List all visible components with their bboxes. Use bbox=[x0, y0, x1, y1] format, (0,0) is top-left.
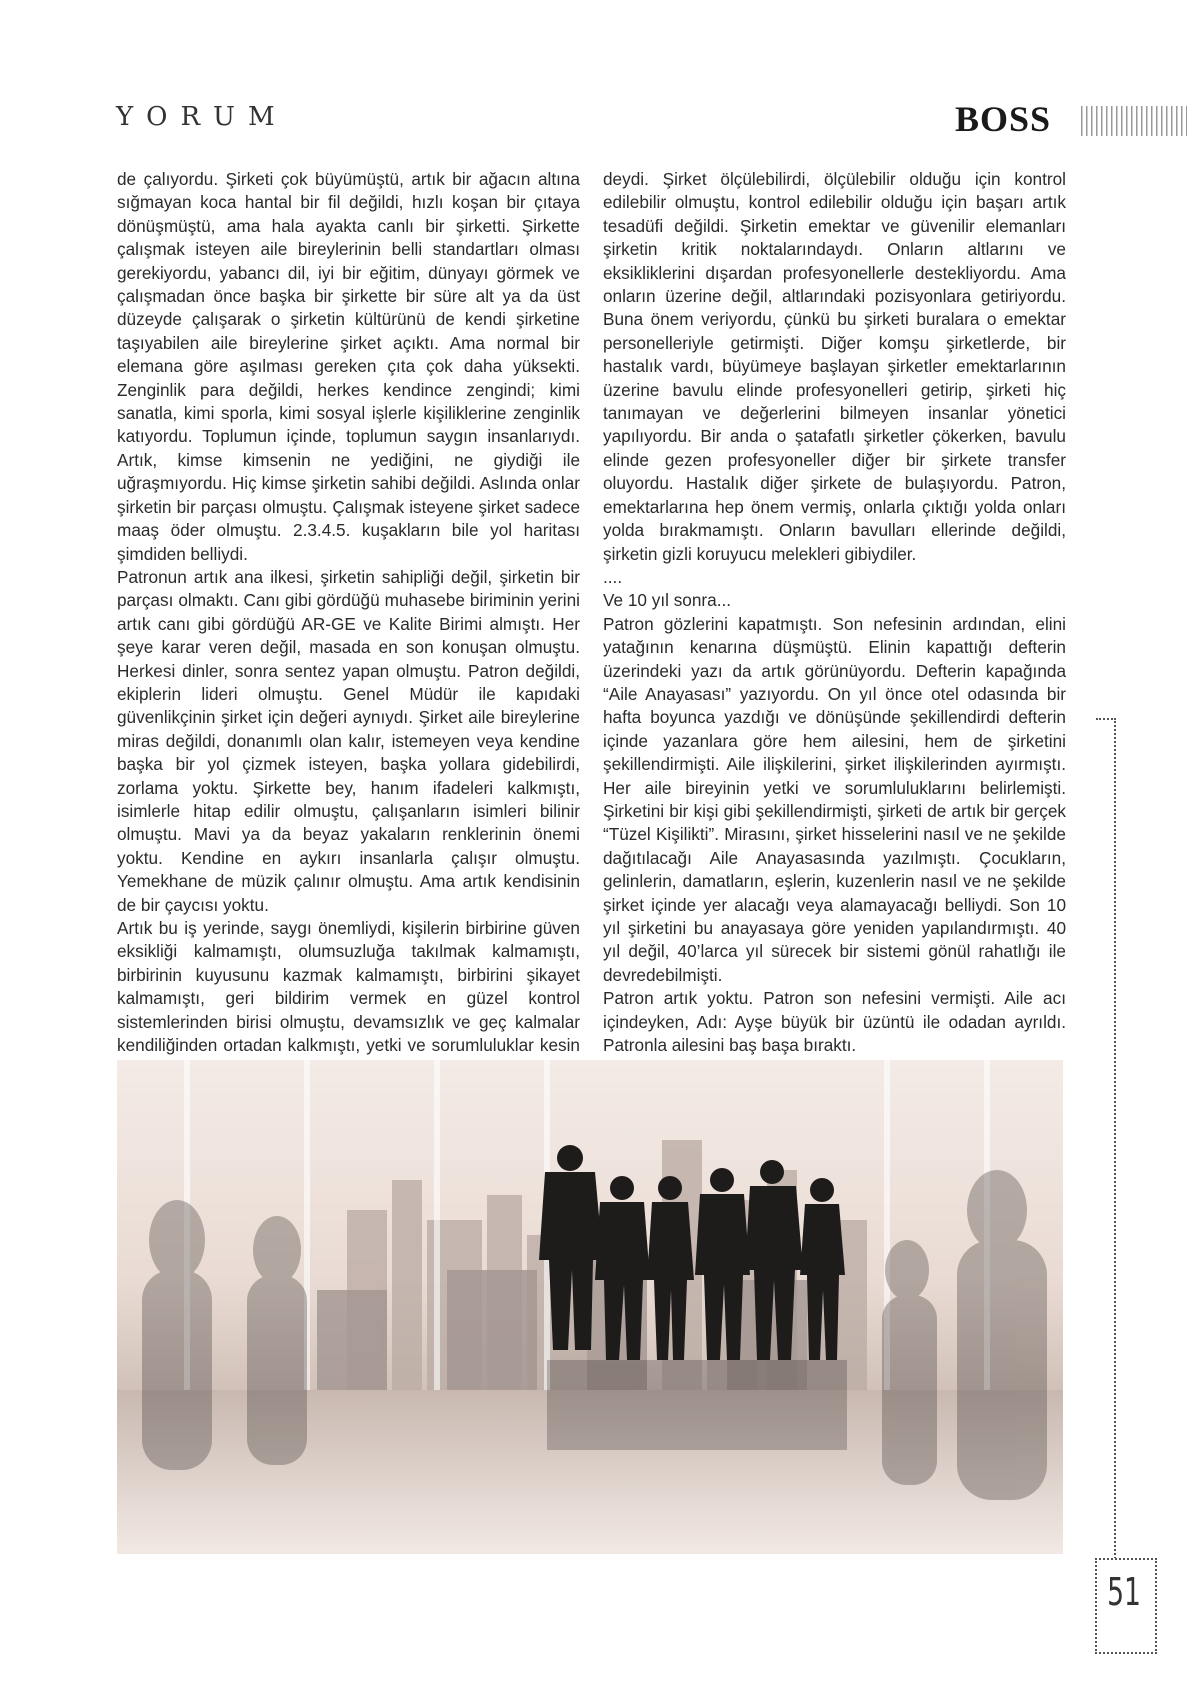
left-column bbox=[117, 168, 580, 1104]
paragraph: Patron artık yoktu. Patron son nefesini vermişti. Aile acı içindeyken, Adı: Ayşe büyük bir üzüntü ile odadan ayrıldı. Patronla ailesini baş başa bıraktı. bbox=[603, 988, 1066, 1056]
office-photo bbox=[117, 1060, 1063, 1554]
office-photo-illustration bbox=[117, 1060, 1063, 1554]
paragraph: Patronun artık ana ilkesi, şirketin sahipliği değil, şirketin bir parçası olmaktı. Canı gibi gördüğü muhasebe biriminin yerini artık canı gibi gördüğü AR-GE ve Kalite Birimi almıştı. Her şeye karar veren değil, masada en son konuşan olmuştu. Herkesi dinler, sonra sentez yapan olmuştu. Patron değildi, ekiplerin lideri olmuştu. Genel Müdür ile kapıdaki güvenlikçinin şirket için değeri aynıydı. Şirket aile bireylerine miras değildi, donanımlı olan kalır, istemeyen veya kendine başka bir yol çizmek isteyen, başka yollara gidebilirdi, zorlama yoktu. Şirkette bey, hanım ifadeleri kalkmıştı, isimlerle hitap edilir olmuştu, çalışanların isimleri bilinir olmuştu. Mavi ya da beyaz yakaların renklerinin önemi yoktu. Kendine en aykırı insanlarla çalışır olmuştu. Yemekhane de müzik çalınır olmuştu. Ama artık kendisinin de bir çaycısı yoktu. bbox=[117, 566, 580, 915]
paragraph: Patron gözlerini kapatmıştı. Son nefesinin ardından, elini yatağının kenarına düşmüştü. Elinin kapattığı defterin üzerindeki yazı da artık görünüyordu. Defterin kapağında “Aile Anayasası” yazıyordu. On yıl önce otel odasında bir hafta boyunca yazdığı ve dönüşünde şekillendirdi defterin içinde yazanlara göre hem ailesini, hem de şirketini şekillendirmişti. Aile ilişkilerini, şirket ilişkilerinden ayırmıştı. Her aile bireyinin yetki ve sorumluluklarını belirlemişti. Şirketini bir kişi gibi şekillendirmişti, şirketi de artık bir gerçek “Tüzel Kişilikti”. Mirasını, şirket hisselerini nasıl ve ne şekilde dağıtılacağı Aile Anayasasında yazılmıştı. Çocukların, gelinlerin, damatların, eşlerin, kuzenlerin nasıl ve ne şekilde şirket içinde yer alacağı veya alamayacağı belliydi. Son 10 yıl şirketini bu anayasaya göre yeniden yapılandırmıştı. 40 yıl değil, 40’larca yıl sürecek bir sistemi gönül rahatlığı ile devredebilmişti. bbox=[603, 613, 1066, 985]
brand-logo: BOSS bbox=[955, 99, 1052, 139]
paragraph: Ve 10 yıl sonra... bbox=[603, 590, 732, 611]
section-header: YORUM bbox=[116, 102, 288, 132]
brand-stripes bbox=[1081, 106, 1187, 136]
page-frame bbox=[1096, 718, 1116, 1566]
right-column bbox=[603, 168, 1066, 1081]
page-number: 51 bbox=[1107, 1570, 1141, 1614]
paragraph: de çalıyordu. Şirketi çok büyümüştü, artık bir ağacın altına sığmayan koca hantal bir fil değildi, hızlı koşan bir çıtaya dönüşmüştü, ama hala ayakta canlı bir şirketti. Şirkette çalışmak isteyen aile bireylerinin belli standartları olması gerekiyordu, yabancı dil, iyi bir eğitim, dünyayı görmek ve çalışmadan önce başka bir şirkette bir süre alt ya da üst düzeyde çalışarak o şirketin kültürünü de kendi şirketine taşıyabilen aile bireylerine şirket açıktı. Ama normal bir elemana göre aşılması gereken çıta çok daha yüksekti. Zenginlik para değildi, herkes kendince zengindi; kimi sanatla, kimi sporla, kimi sosyal işlerle kişiliklerine zenginlik katıyordu. Toplumun içinde, toplumun saygın insanlarıydı. Artık, kimse kimsenin ne yediğini, ne giydiği ile uğraşmıyordu. Hiç kimse şirketin sahibi değildi. Aslında onlar şirketin bir parçası olmuştu. Çalışmak isteyene şirket sadece maaş öder olmuştu. 2.3.4.5. kuşakların bile yol haritası şimdiden belliydi. bbox=[117, 169, 580, 564]
paragraph: .... bbox=[603, 566, 623, 587]
paragraph: deydi. Şirket ölçülebilirdi, ölçülebilir olduğu için kontrol edilebilir olmuştu, kontrol edilebilir olduğu için başarı artık tesadüfi değildi. Şirketin emektar ve güvenilir elemanları şirketin kritik noktalarındaydı. Onların altlarını ve eksikliklerini dışardan profesyonellerle destekliyordu. Ama onların üzerine değil, altlarındaki pozisyonlara getiriyordu. Buna önem veriyordu, çünkü bu şirketi buralara o emektar personelleriyle getirmişti. Diğer komşu şirketlerde, bir hastalık vardı, büyümeye başlayan şirketler emektarlarının üzerine bavulu elinde profesyonelleri getirip, şirketi hiç tanımayan ve değerlerini bilmeyen insanlar yönetici yapılıyordu. Bir anda o şatafatlı şirketler çökerken, bavulu elinde gezen profesyoneller diğer bir şirkete transfer oluyordu. Hastalık diğer şirkete de bulaşıyordu. Patron, emektarlarına hep önem vermiş, onlarla çıktığı yolda onları yolda bırakmamıştı. Onların bavulları ellerinde değildi, şirketin gizli koruyucu melekleri gibiydiler. bbox=[603, 169, 1066, 564]
paragraph: Artık bu iş yerinde, saygı önemliydi, kişilerin birbirine güven eksikliği kalmamıştı, olumsuzluğa takılmak kalmamıştı, birbirinin kuyusunu kazmak kalmamıştı, birbirini şikayet kalmamıştı, geri bildirim vermek en güzel kontrol sistemlerinden birisi olmuştu, devamsızlık ve geç kalmalar kendiliğinden ortadan kalkmıştı, yetki ve sorumluluklar kesin bbox=[117, 918, 580, 1056]
